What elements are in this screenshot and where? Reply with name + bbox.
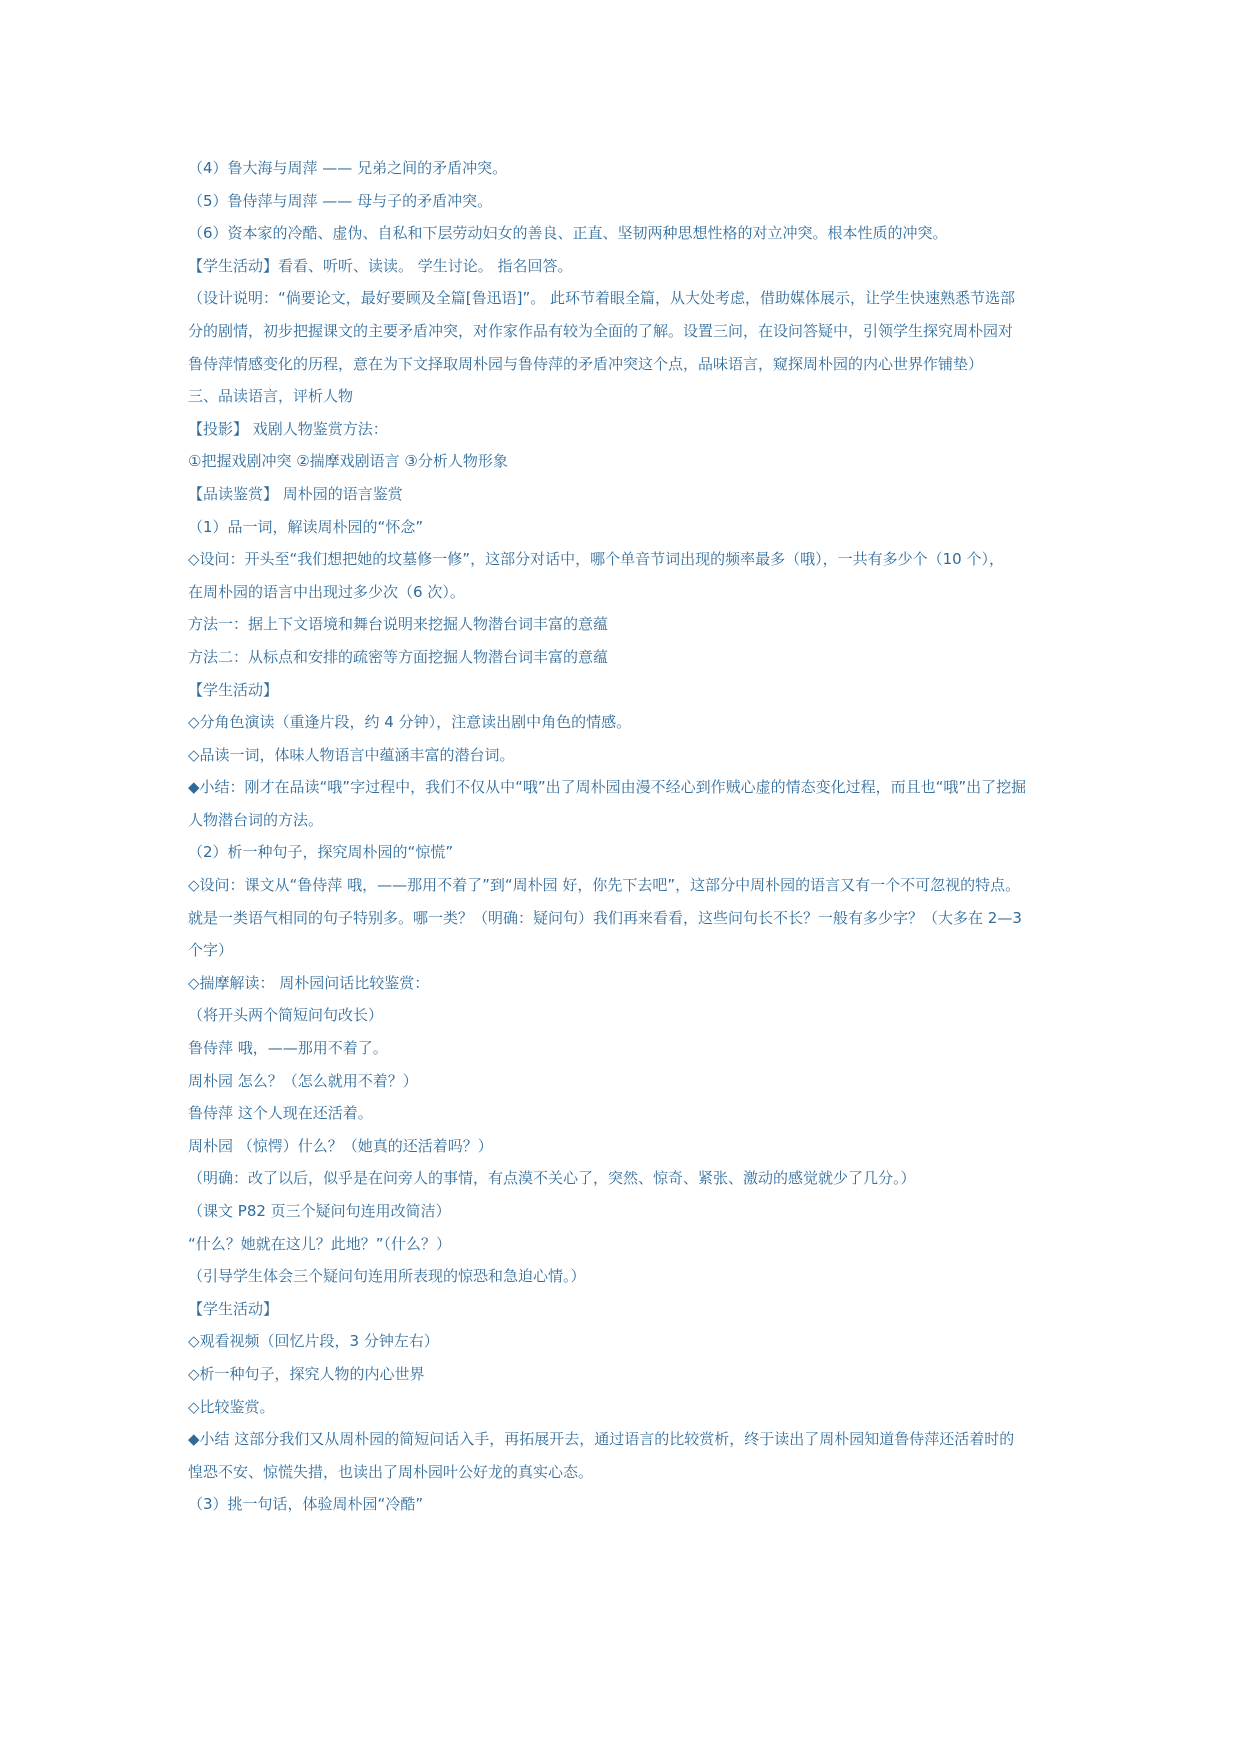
text-line: 【学生活动】看看、听听、读读。 学生讨论。 指名回答。: [188, 256, 573, 275]
text-line: 分的剧情，初步把握课文的主要矛盾冲突，对作家作品有较为全面的了解。设置三问，在设问答疑中，引领学生探究周朴园对: [188, 321, 1014, 340]
text-line: （将开头两个简短问句改长）: [188, 1006, 384, 1025]
text-line: ◇揣摩解读： 周朴园问话比较鉴赏：: [188, 973, 430, 992]
text-line: （5）鲁侍萍与周萍 —— 母与子的矛盾冲突。: [188, 191, 493, 210]
text-line: （引导学生体会三个疑问句连用所表现的惊恐和急迫心情。）: [188, 1267, 586, 1286]
text-line: 就是一类语气相同的句子特别多。哪一类？（明确：疑问句）我们再来看看，这些问句长不长？一般有多少字？（大多在 2—3: [188, 908, 1022, 927]
text-line: ①把握戏剧冲突 ②揣摩戏剧语言 ③分析人物形象: [188, 452, 508, 471]
text-line: ◇观看视频（回忆片段，3 分钟左右）: [188, 1332, 439, 1351]
text-line: （1）品一词，解读周朴园的“怀念”: [188, 517, 424, 536]
text-line: 在周朴园的语言中出现过多少次（6 次）。: [188, 582, 465, 601]
document-body: [188, 152, 1058, 1554]
text-line: ◇品读一词，体味人物语言中蕴涵丰富的潜台词。: [188, 745, 515, 764]
text-line: （课文 P82 页三个疑问句连用改简洁）: [188, 1202, 451, 1220]
text-line: （4）鲁大海与周萍 —— 兄弟之间的矛盾冲突。: [188, 159, 508, 177]
text-line: 鲁侍萍 这个人现在还活着。: [188, 1104, 373, 1123]
text-line: 周朴园 怎么？（怎么就用不着？）: [188, 1071, 418, 1090]
text-line: 方法一：据上下文语境和舞台说明来挖掘人物潜台词丰富的意蕴: [188, 615, 609, 634]
text-line: 【品读鉴赏】 周朴园的语言鉴赏: [188, 484, 403, 503]
text-line: ◇析一种句子，探究人物的内心世界: [188, 1364, 425, 1383]
text-line: 【学生活动】: [188, 680, 279, 699]
text-line: ◇分角色演读（重逢片段，约 4 分钟），注意读出剧中角色的情感。: [188, 713, 632, 732]
text-line: ◆小结 这部分我们又从周朴园的简短问话入手，再拓展开去，通过语言的比较赏析，终于读出了周朴园知道鲁侍萍还活着时的: [188, 1430, 1015, 1449]
text-line: 人物潜台词的方法。: [188, 810, 324, 829]
text-line: 【投影】 戏剧人物鉴赏方法：: [188, 419, 388, 438]
text-line: ◇设问：开头至“我们想把她的坟墓修一修”，这部分对话中，哪个单音节词出现的频率最多（哦），一共有多少个（10 个），: [188, 550, 1004, 569]
text-line: 方法二：从标点和安排的疏密等方面挖掘人物潜台词丰富的意蕴: [188, 647, 609, 666]
text-line: （设计说明：“倘要论文，最好要顾及全篇[鲁迅语]”。 此环节着眼全篇，从大处考虑，借助媒体展示，让学生快速熟悉节选部: [188, 289, 1016, 308]
text-line: [188, 1521, 1058, 1554]
text-line: 惶恐不安、惊慌失措，也读出了周朴园叶公好龙的真实心态。: [188, 1462, 594, 1481]
text-line: 鲁侍萍 哦，——那用不着了。: [188, 1039, 388, 1058]
text-line: 鲁侍萍情感变化的历程，意在为下文择取周朴园与鲁侍萍的矛盾冲突这个点，品味语言，窥探周朴园的内心世界作铺垫）: [188, 354, 984, 373]
text-line: （6）资本家的冷酷、虚伪、自私和下层劳动妇女的善良、正直、坚韧两种思想性格的对立冲突。根本性质的冲突。: [188, 224, 948, 243]
text-line: “什么？她就在这儿？此地？”（什么？）: [188, 1234, 452, 1253]
text-line: ◇设问：课文从“鲁侍萍 哦，——那用不着了”到“周朴园 好，你先下去吧”，这部分中周朴园的语言又有一个不可忽视的特点。: [188, 876, 1021, 895]
text-line: 【学生活动】: [188, 1299, 279, 1318]
text-line: （2）析一种句子，探究周朴园的“惊慌”: [188, 843, 454, 862]
text-line: （3）挑一句话，体验周朴园“冷酷”: [188, 1495, 424, 1514]
text-line: 个字）: [188, 941, 234, 960]
text-line: 周朴园 （惊愕）什么？（她真的还活着吗？）: [188, 1136, 493, 1155]
text-line: ◆小结：刚才在品读“哦”字过程中，我们不仅从中“哦”出了周朴园由漫不经心到作贼心虚的情态变化过程，而且也“哦”出了挖掘: [188, 778, 1027, 797]
text-line: ◇比较鉴赏。: [188, 1397, 275, 1416]
section-heading: 三、品读语言，评析人物: [188, 387, 354, 406]
text-line: （明确：改了以后，似乎是在问旁人的事情，有点漠不关心了，突然、惊奇、紧张、激动的感觉就少了几分。）: [188, 1169, 916, 1188]
